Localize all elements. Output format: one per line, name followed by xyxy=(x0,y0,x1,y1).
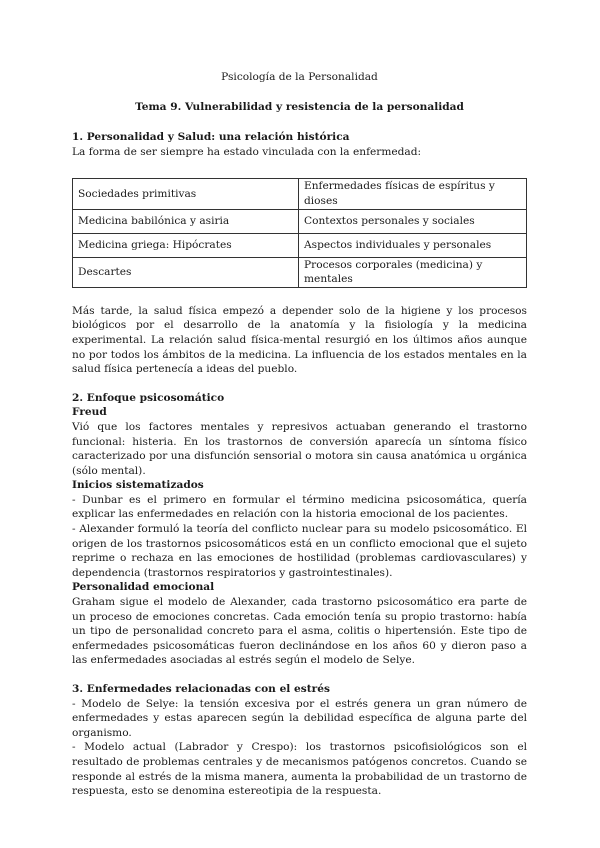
table-cell: Aspectos individuales y personales xyxy=(299,233,527,257)
table-row xyxy=(73,257,527,287)
inicios-item-alexander: - Alexander formuló la teoría del conflicto nuclear para su modelo psicosomático. El origen de los trastornos psicosomáticos está en un conflicto emocional que el sujeto reprime o rechaza en las emociones de hostilidad (problemas cardiovasculares) y dependencia (trastornos respiratorios y gastrointestinales). xyxy=(72,523,527,579)
table-cell: Medicina griega: Hipócrates xyxy=(73,233,299,257)
personalidad-subheading: Personalidad emocional xyxy=(72,581,215,594)
table-cell: Descartes xyxy=(73,257,299,287)
modelo-actual-item: - Modelo actual (Labrador y Crespo): los trastornos psicofisiológicos son el resultado de problemas centrales y de mecanismos patógenos concretos. Cuando se responde al estrés de la misma manera, aumenta la probabilidad de un trastorno de respuesta, esto se denomina estereotipia de la respuesta. xyxy=(72,741,527,798)
table-row xyxy=(73,179,527,209)
table-cell: Enfermedades físicas de espíritus y dioses xyxy=(299,179,527,209)
document-title: Psicología de la Personalidad xyxy=(221,71,378,83)
inicios-subheading: Inicios sistematizados xyxy=(72,479,204,492)
topic-title: Tema 9. Vulnerabilidad y resistencia de la personalidad xyxy=(135,100,464,113)
selye-item: - Modelo de Selye: la tensión excesiva por el estrés genera un gran número de enfermedades y estas aparecen según la debilidad específica de alguna parte del organismo. xyxy=(72,697,527,739)
table-cell: Medicina babilónica y asiria xyxy=(73,209,299,233)
section-1-intro: La forma de ser siempre ha estado vinculada con la enfermedad: xyxy=(72,145,422,158)
table-row xyxy=(73,233,527,257)
inicios-item-dunbar: - Dunbar es el primero en formular el término medicina psicosomática, quería explicar las enfermedades en relación con la historia emocional de los pacientes. xyxy=(72,493,527,521)
section-1-paragraph: Más tarde, la salud física empezó a depender solo de la higiene y los procesos biológicos por el desarrollo de la anatomía y la fisiología y la medicina experimental. La relación salud física-mental resurgió en los últimos años aunque no por todos los ámbitos de la medicina. La influencia de los estados mentales en la salud física pertenecía a ideas del pueblo. xyxy=(72,304,527,376)
personalidad-paragraph: Graham sigue el modelo de Alexander, cada trastorno psicosomático era parte de un proceso de emociones concretas. Cada emoción tenía su propio trastorno: había un tipo de personalidad concreto para el asma, colitis o hipertensión. Este tipo de enfermedades psicosomáticas fueron declinándose en los años 60 y dieron paso a las enfermedades asociadas al estrés según el modelo de Selye. xyxy=(72,596,527,667)
table-cell: Procesos corporales (medicina) y mentales xyxy=(299,257,527,287)
table-cell: Sociedades primitivas xyxy=(73,179,299,209)
history-table xyxy=(72,178,527,287)
table-cell: Contextos personales y sociales xyxy=(299,209,527,233)
section-1-heading: 1. Personalidad y Salud: una relación histórica xyxy=(72,131,350,144)
freud-paragraph: Vió que los factores mentales y represivos actuaban generando el trastorno funcional: histeria. En los trastornos de conversión aparecía un síntoma físico caracterizado por una disfunción sensorial o motora sin causa anatómica u orgánica (sólo mental). xyxy=(72,420,527,477)
freud-subheading: Freud xyxy=(72,406,107,419)
section-3-heading: 3. Enfermedades relacionadas con el estrés xyxy=(72,683,330,695)
section-2-heading: 2. Enfoque psicosomático xyxy=(72,391,225,404)
table-row xyxy=(73,209,527,233)
